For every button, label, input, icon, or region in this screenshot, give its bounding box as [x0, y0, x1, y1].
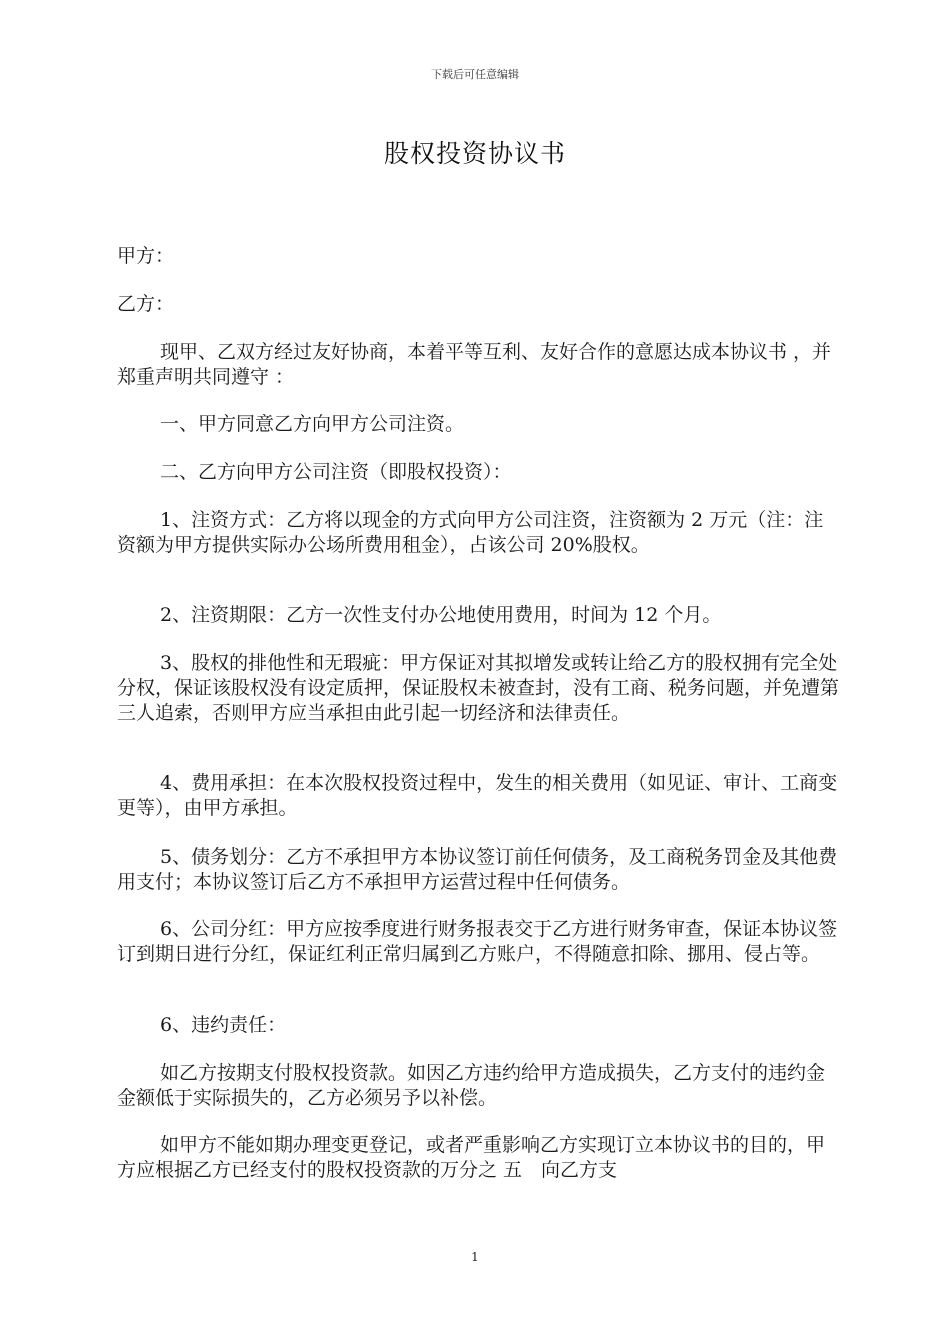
- paragraph-breach-party-a: 如甲方不能如期办理变更登记，或者严重影响乙方实现订立本协议书的目的，甲方应根据乙方已经支付的股权投资款的万分之 五 向乙方支: [117, 1134, 826, 1181]
- paragraph-item-exclusivity: 3、股权的排他性和无瑕疵：甲方保证对其拟增发或转让给乙方的股权拥有完全处分权，保证该股权没有设定质押，保证股权未被查封，没有工商、税务问题，并免遭第三人追索，否则甲方应当承担由此引起一切经济和法律责任。: [117, 652, 840, 724]
- paragraph-item-investment-method: 1、注资方式：乙方将以现金的方式向甲方公司注资，注资额为 2 万元（注：注资额为甲方提供实际办公场所费用租金），占该公司 20%股权。: [117, 509, 824, 556]
- header-note: 下载后可任意编辑: [431, 68, 519, 81]
- party-b-label: 乙方：: [117, 293, 175, 315]
- paragraph-item-debt: 5、债务划分：乙方不承担甲方本协议签订前任何债务，及工商税务罚金及其他费用支付；本协议签订后乙方不承担甲方运营过程中任何债务。: [117, 846, 838, 893]
- document-title: 股权投资协议书: [383, 139, 566, 168]
- paragraph-item-breach-heading: 6、违约责任：: [160, 1014, 287, 1036]
- paragraph-preamble: 现甲、乙双方经过友好协商，本着平等互利、友好合作的意愿达成本协议书 ，并郑重声明共同遵守 ：: [117, 341, 832, 388]
- page-number: 1: [471, 1250, 479, 1264]
- party-a-label: 甲方：: [117, 245, 175, 267]
- paragraph-item-expenses: 4、费用承担：在本次股权投资过程中，发生的相关费用（如见证、审计、工商变更等），由甲方承担。: [117, 772, 838, 819]
- paragraph-item-dividend: 6、公司分红：甲方应按季度进行财务报表交于乙方进行财务审查，保证本协议签订到期日进行分红，保证红利正常归属到乙方账户，不得随意扣除、挪用、侵占等。: [117, 918, 838, 965]
- paragraph-clause-2: 二、乙方向甲方公司注资（即股权投资）：: [160, 461, 512, 483]
- paragraph-item-investment-period: 2、注资期限：乙方一次性支付办公地使用费用，时间为 12 个月。: [160, 604, 722, 626]
- paragraph-breach-party-b: 如乙方按期支付股权投资款。如因乙方违约给甲方造成损失，乙方支付的违约金金额低于实际损失的，乙方必须另予以补偿。: [117, 1062, 826, 1109]
- paragraph-clause-1: 一、甲方同意乙方向甲方公司注资。: [160, 413, 465, 435]
